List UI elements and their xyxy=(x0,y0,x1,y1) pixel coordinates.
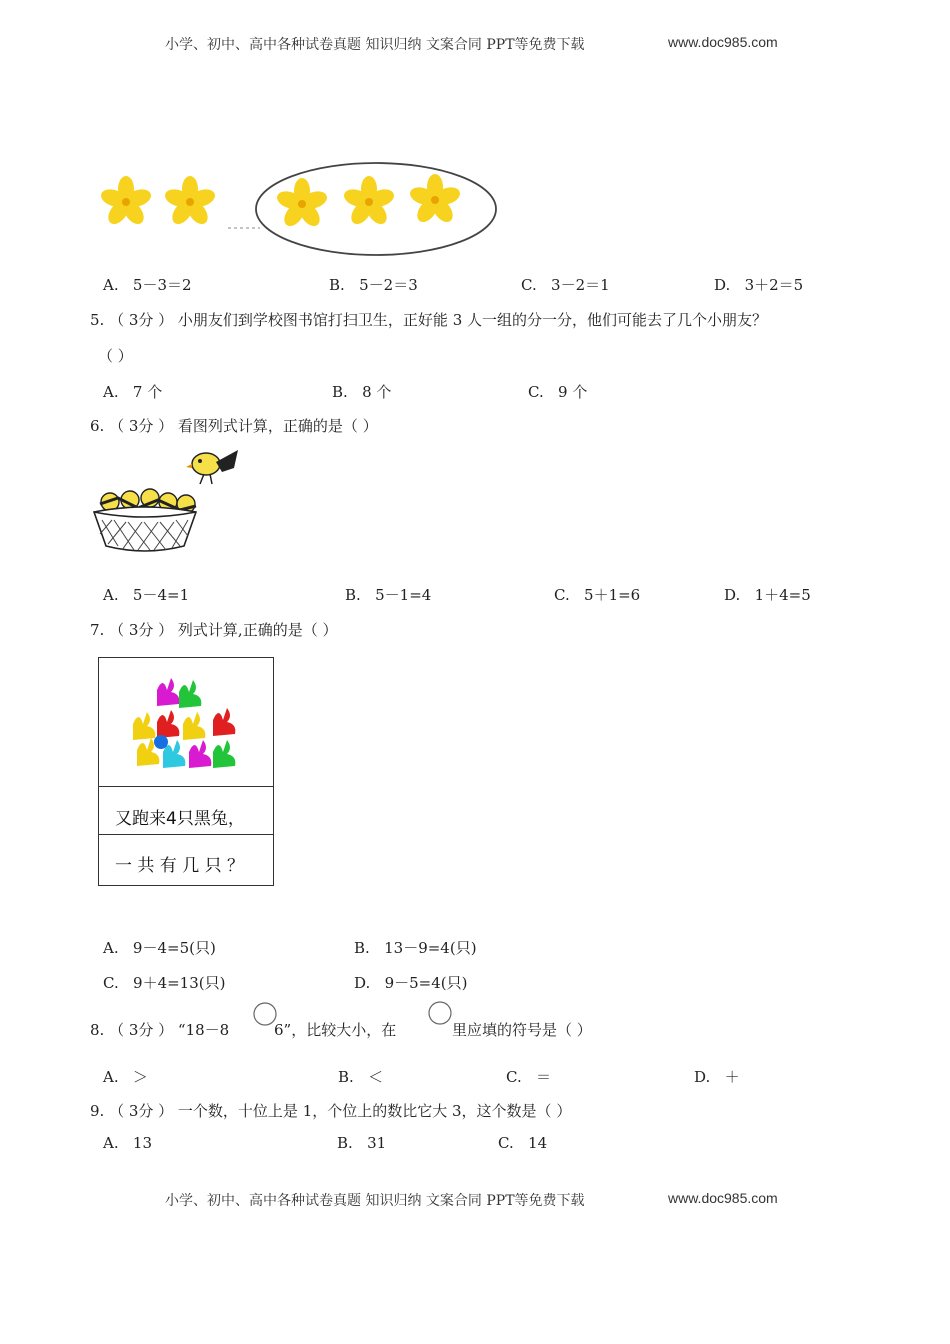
flower-5 xyxy=(408,174,462,226)
q9-option-c[interactable]: C. 14 xyxy=(498,1134,548,1152)
q6-option-d[interactable]: D. 1＋4=5 xyxy=(724,586,811,604)
q5-option-a[interactable]: A. 7 个 xyxy=(103,383,163,401)
q9-stem: 9. （ 3分 ） 一个数，十位上是 1，个位上的数比它大 3，这个数是（ ） xyxy=(90,1102,572,1120)
q8-option-c[interactable]: C. ＝ xyxy=(506,1068,552,1086)
q7-option-b[interactable]: B. 13－9=4(只) xyxy=(354,939,477,957)
q5-option-b[interactable]: B. 8 个 xyxy=(332,383,392,401)
q7-option-c[interactable]: C. 9＋4=13(只) xyxy=(103,974,226,992)
header-text: 小学、初中、高中各种试卷真题 知识归纳 文案合同 PPT等免费下载 xyxy=(165,37,585,53)
q8-option-a[interactable]: A. ＞ xyxy=(103,1068,148,1086)
rabbit-problem-box xyxy=(98,657,274,886)
q4-option-a[interactable]: A. 5－3＝2 xyxy=(103,276,192,294)
q6-option-b[interactable]: B. 5－1=4 xyxy=(345,586,432,604)
basket-icon xyxy=(94,507,196,551)
page-header xyxy=(165,34,585,54)
flower-4 xyxy=(342,176,396,228)
q9-option-b[interactable]: B. 31 xyxy=(337,1134,387,1152)
q8-option-b[interactable]: B. ＜ xyxy=(338,1068,384,1086)
flower-1 xyxy=(99,176,153,228)
q6-stem: 6. （ 3分 ） 看图列式计算，正确的是（ ） xyxy=(90,417,378,435)
birds-basket-figure xyxy=(88,446,258,558)
q7-option-a[interactable]: A. 9－4=5(只) xyxy=(103,939,216,957)
q5-option-c[interactable]: C. 9 个 xyxy=(528,383,588,401)
q4-option-d[interactable]: D. 3＋2＝5 xyxy=(714,276,804,294)
q6-option-a[interactable]: A. 5－4=1 xyxy=(103,586,190,604)
q8-option-d[interactable]: D. ＋ xyxy=(694,1068,740,1086)
q4-option-c[interactable]: C. 3－2＝1 xyxy=(521,276,610,294)
q6-option-c[interactable]: C. 5＋1=6 xyxy=(554,586,641,604)
footer-url[interactable]: www.doc985.com xyxy=(668,1190,778,1206)
q7-option-d[interactable]: D. 9－5=4(只) xyxy=(354,974,468,992)
q4-option-b[interactable]: B. 5－2＝3 xyxy=(329,276,418,294)
q8-stem-suffix: 里应填的符号是（ ） xyxy=(452,1021,592,1039)
page-footer xyxy=(165,1190,585,1210)
footer-text: 小学、初中、高中各种试卷真题 知识归纳 文案合同 PPT等免费下载 xyxy=(165,1193,585,1209)
q5-blank: （ ） xyxy=(98,347,133,365)
header-url[interactable]: www.doc985.com xyxy=(668,34,778,50)
flower-3 xyxy=(275,178,329,230)
flowers-figure xyxy=(88,152,508,262)
blank-circle-2 xyxy=(427,1000,453,1026)
box-line-2: 一 共 有 几 只 ？ xyxy=(115,856,245,876)
q7-stem: 7. （ 3分 ） 列式计算,正确的是（ ） xyxy=(90,621,338,639)
flying-bird-icon xyxy=(186,450,238,484)
box-line-1: 又跑来4只黑兔， xyxy=(115,809,245,829)
q8-stem-prefix: 8. （ 3分 ） “18－8 xyxy=(90,1021,230,1039)
q9-option-a[interactable]: A. 13 xyxy=(103,1134,153,1152)
rabbits-icon xyxy=(127,672,249,772)
q8-stem-mid: 6”，比较大小，在 xyxy=(274,1021,397,1039)
q5-stem: 5. （ 3分 ） 小朋友们到学校图书馆打扫卫生，正好能 3 人一组的分一分，他们可能去了几个小朋友？ xyxy=(90,311,768,329)
flower-2 xyxy=(163,176,217,228)
